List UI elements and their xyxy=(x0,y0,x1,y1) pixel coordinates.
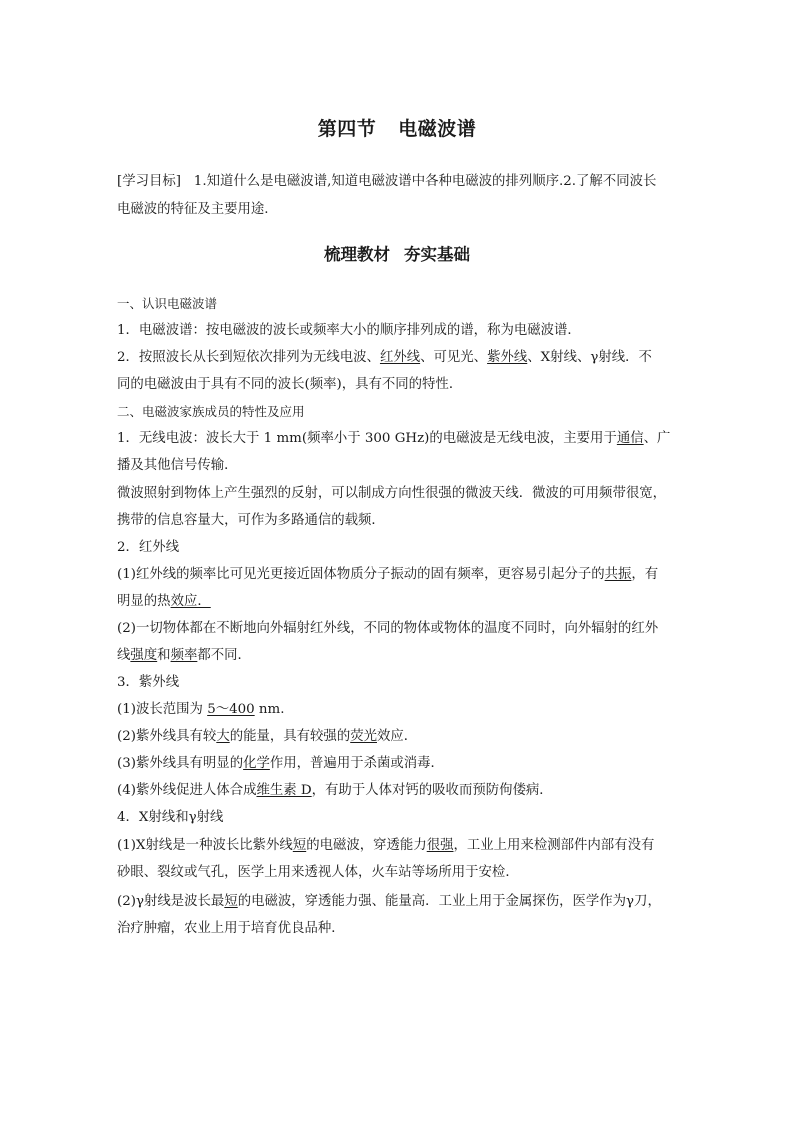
xray-paragraph: (1)X射线是一种波长比紫外线短的电磁波，穿透能力很强，工业上用来检测部件内部有没有 xyxy=(117,838,655,853)
infrared-heading: 2．红外线 xyxy=(117,540,180,555)
xray-gamma-heading: 4．X射线和γ射线 xyxy=(117,810,224,825)
answer-blank: 效应． xyxy=(170,594,211,609)
title-topic: 电磁波谱 xyxy=(398,118,477,140)
uv-paragraph-3: (3)紫外线具有明显的化学作用，普遍用于杀菌或消毒． xyxy=(117,756,444,771)
answer-blank: 荧光 xyxy=(350,729,377,744)
answer-blank: 强度 xyxy=(130,648,158,663)
gamma-paragraph: (2)γ射线是波长最短的电磁波，穿透能力强、能量高．工业上用于金属探伤，医学作为γ刀， xyxy=(117,894,661,909)
microwave-paragraph-cont: 携带的信息容量大，可作为多路通信的载频． xyxy=(117,513,385,528)
answer-blank: 频率 xyxy=(170,648,198,663)
xray-paragraph-cont: 砂眼、裂纹或气孔，医学上用来透视人体，火车站等场所用于安检． xyxy=(117,865,519,880)
infrared-paragraph-1: (1)红外线的频率比可见光更接近固体物质分子振动的固有频率，更容易引起分子的共振，有 xyxy=(117,567,659,582)
s1-paragraph-1: 1．电磁波谱：按电磁波的波长或频率大小的顺序排列成的谱，称为电磁波谱． xyxy=(117,323,581,338)
objectives-line-2: 电磁波的特征及主要用途. xyxy=(117,202,269,217)
radio-paragraph-cont: 播及其他信号传输． xyxy=(117,458,238,473)
section-1-heading: 一、认识电磁波谱 xyxy=(117,296,218,311)
answer-blank: 化学 xyxy=(243,756,270,771)
microwave-paragraph: 微波照射到物体上产生强烈的反射，可以制成方向性很强的微波天线．微波的可用频带很宽， xyxy=(117,486,667,501)
uv-paragraph-2: (2)紫外线具有较大的能量，具有较强的荧光效应． xyxy=(117,729,418,744)
infrared-paragraph-2-cont: 线强度和频率都不同． xyxy=(117,648,251,663)
answer-blank: 大 xyxy=(216,729,230,744)
gamma-paragraph-cont: 治疗肿瘤，农业上用于培育优良品种． xyxy=(117,921,345,936)
answer-blank: 共振 xyxy=(604,567,632,582)
infrared-paragraph-1-cont: 明显的热效应． xyxy=(117,594,211,609)
objectives-tag: [学习目标] xyxy=(117,174,182,189)
infrared-paragraph-2: (2)一切物体都在不断地向外辐射红外线，不同的物体或物体的温度不同时，向外辐射的红外 xyxy=(117,621,659,636)
section-2-heading: 二、电磁波家族成员的特性及应用 xyxy=(117,404,305,419)
uv-paragraph-1: (1)波长范围为 5～400 nm. xyxy=(117,702,285,717)
page-title xyxy=(0,114,794,141)
answer-blank: 很强 xyxy=(426,838,454,853)
radio-paragraph: 1．无线电波：波长大于 1 mm(频率小于 300 GHz)的电磁波是无线电波，主要用于通信、广 xyxy=(117,431,671,446)
answer-blank: 5～400 xyxy=(207,702,255,717)
answer-blank: 通信 xyxy=(616,431,644,446)
s1-paragraph-2-cont: 同的电磁波由于具有不同的波长(频率)，具有不同的特性． xyxy=(117,377,463,392)
answer-blank: 维生素 D xyxy=(256,783,312,798)
answer-blank: 红外线 xyxy=(379,350,421,365)
ultraviolet-heading: 3．紫外线 xyxy=(117,675,180,690)
answer-blank: 短 xyxy=(292,838,307,853)
uv-paragraph-4: (4)紫外线促进人体合成维生素 D，有助于人体对钙的吸收而预防佝偻病． xyxy=(117,783,553,798)
answer-blank: 紫外线 xyxy=(487,350,528,365)
objectives-line-1: [学习目标] 1.知道什么是电磁波谱,知道电磁波谱中各种电磁波的排列顺序.2.了解不同波长 xyxy=(117,174,657,189)
answer-blank: 短 xyxy=(224,894,238,909)
s1-paragraph-2: 2．按照波长从长到短依次排列为无线电波、红外线、可见光、紫外线、X射线、γ射线．不 xyxy=(117,350,652,365)
section-subtitle: 梳理教材 夯实基础 xyxy=(324,245,470,264)
title-section-number: 第四节 xyxy=(317,118,377,140)
